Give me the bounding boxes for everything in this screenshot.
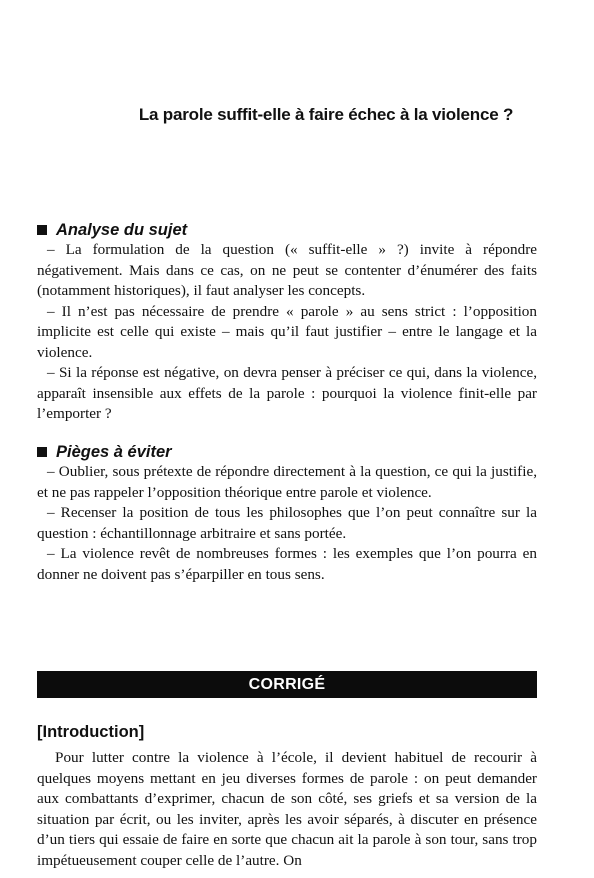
analyse-paragraph: – Si la réponse est négative, on devra penser à préciser ce qui, dans la violence, apparaît insensible aux effets de la parole : pourquoi la violence finit-elle par l’emporter ? (37, 364, 537, 422)
square-bullet-icon (37, 225, 47, 235)
introduction-heading: [Introduction] (37, 723, 145, 741)
analyse-paragraph: – Il n’est pas nécessaire de prendre « parole » au sens strict : l’opposition implicite est celle qui existe – mais qu’il faut justifier – entre le langage et la violence. (37, 302, 537, 361)
pieges-section (37, 442, 537, 585)
corrige-banner: CORRIGÉ (37, 671, 537, 698)
analyse-section (37, 220, 537, 425)
introduction-paragraph: Pour lutter contre la violence à l’école, il devient habituel de recourir à quelques moyens mettant en jeu diverses formes de parole : on peut demander aux combattants d’exprimer, chacun de son côté, ses griefs et sa version de la situation par écrit, ou les inviter, après les avoir séparés, à discuter en présence d’un tiers qui essaie de faire en sorte que chacun ait la parole à son tour, sans trop impétueusement couper celle de l’autre. On (37, 749, 537, 869)
page-title: La parole suffit-elle à faire échec à la violence ? (138, 105, 514, 124)
analyse-heading-text: Analyse du sujet (56, 221, 188, 239)
pieges-heading (37, 442, 537, 462)
analyse-paragraph: – La formulation de la question (« suffit-elle » ?) invite à répondre négativement. Mais dans ce cas, on ne peut se contenter d’énumérer des faits (notamment historiques), il faut analyser les concepts. (37, 241, 537, 299)
square-bullet-icon (37, 447, 47, 457)
analyse-heading (37, 220, 537, 240)
pieges-paragraph: – Recenser la position de tous les philosophes que l’on peut connaître sur la question : échantillonnage arbitraire et sans portée. (37, 504, 537, 542)
pieges-paragraph: – Oublier, sous prétexte de répondre directement à la question, ce qui la justifie, et ne pas rappeler l’opposition théorique entre parole et violence. (37, 463, 537, 501)
pieges-heading-text: Pièges à éviter (56, 443, 172, 461)
introduction-section (37, 722, 537, 871)
pieges-paragraph: – La violence revêt de nombreuses formes : les exemples que l’on pourra en donner ne doivent pas s’éparpiller en tous sens. (37, 545, 537, 583)
